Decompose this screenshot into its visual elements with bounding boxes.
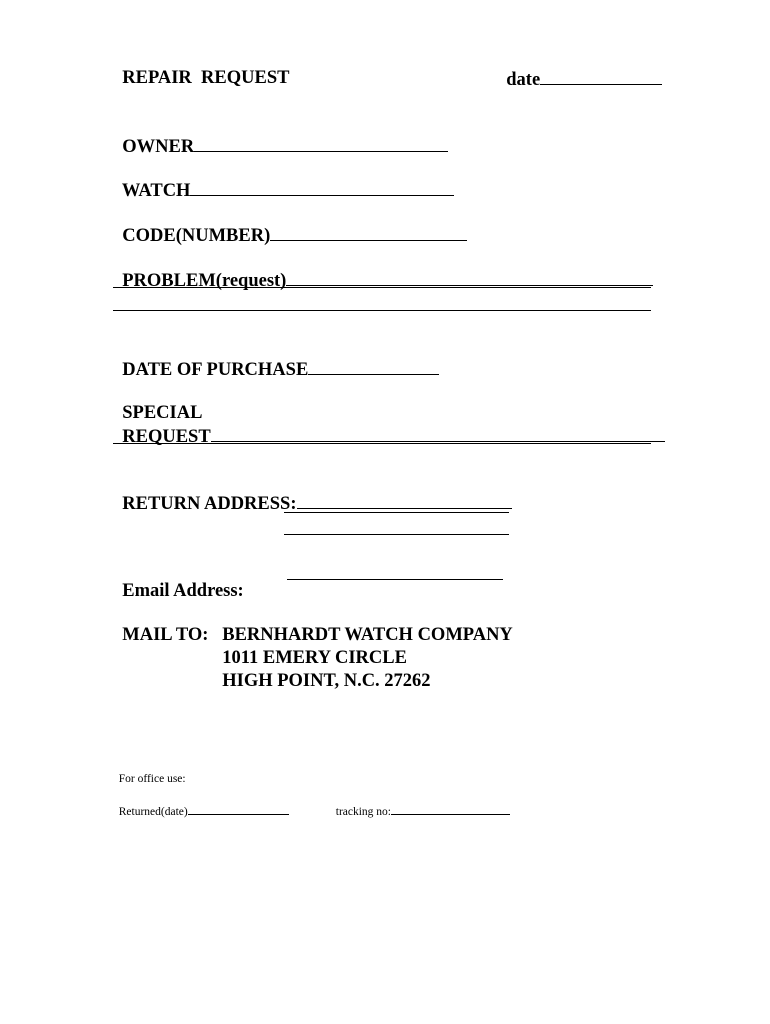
office-use-heading <box>113 762 186 785</box>
return-address-blank-3[interactable] <box>284 534 509 535</box>
problem-field <box>113 251 653 290</box>
mail-to-label: MAIL TO: <box>122 624 209 645</box>
email-label: Email Address: <box>122 580 244 601</box>
code-field <box>113 206 467 245</box>
tracking-number-blank[interactable] <box>391 804 510 815</box>
problem-extra-line-2[interactable] <box>113 310 651 311</box>
problem-label: PROBLEM(request) <box>122 270 287 291</box>
special-request-extra-line[interactable] <box>113 443 651 444</box>
return-address-label: RETURN ADDRESS: <box>122 493 297 514</box>
returned-date-blank[interactable] <box>188 804 289 815</box>
owner-field <box>113 117 448 156</box>
special-request-field <box>113 407 665 446</box>
form-title-text: REPAIR REQUEST <box>122 67 290 88</box>
date-label: date <box>506 69 541 90</box>
email-field <box>113 563 244 600</box>
date-of-purchase-blank[interactable] <box>308 359 439 375</box>
company-name: BERNHARDT WATCH COMPANY <box>222 624 513 645</box>
date-blank[interactable] <box>540 69 662 85</box>
return-address-field <box>113 474 512 513</box>
watch-label: WATCH <box>121 180 191 201</box>
returned-date-label: Returned(date) <box>118 805 188 818</box>
tracking-number-field <box>330 792 510 818</box>
tracking-number-label: tracking no: <box>335 805 391 818</box>
return-address-blank-1[interactable] <box>297 493 512 509</box>
form-title <box>113 50 289 87</box>
owner-blank[interactable] <box>194 136 448 152</box>
special-label: SPECIAL <box>122 402 203 423</box>
mail-to-label-line <box>113 607 208 644</box>
watch-field <box>113 161 454 200</box>
date-field <box>497 50 662 89</box>
problem-blank[interactable] <box>286 270 653 286</box>
street-address: 1011 EMERY CIRCLE <box>222 647 407 668</box>
request-label: REQUEST <box>122 426 211 447</box>
watch-blank[interactable] <box>190 180 454 196</box>
special-request-blank[interactable] <box>211 426 665 442</box>
code-label: CODE(NUMBER) <box>122 225 271 246</box>
returned-date-field <box>113 792 289 818</box>
date-of-purchase-label: DATE OF PURCHASE <box>122 359 309 380</box>
owner-label: OWNER <box>122 136 195 157</box>
office-use-heading-text: For office use: <box>118 772 186 785</box>
city-state-zip: HIGH POINT, N.C. 27262 <box>222 670 431 691</box>
code-blank[interactable] <box>270 225 467 241</box>
email-blank[interactable] <box>287 579 503 580</box>
problem-extra-line-1[interactable] <box>113 287 651 288</box>
date-of-purchase-field <box>113 340 439 379</box>
return-address-blank-2[interactable] <box>284 512 509 513</box>
mail-to-city <box>213 653 431 690</box>
